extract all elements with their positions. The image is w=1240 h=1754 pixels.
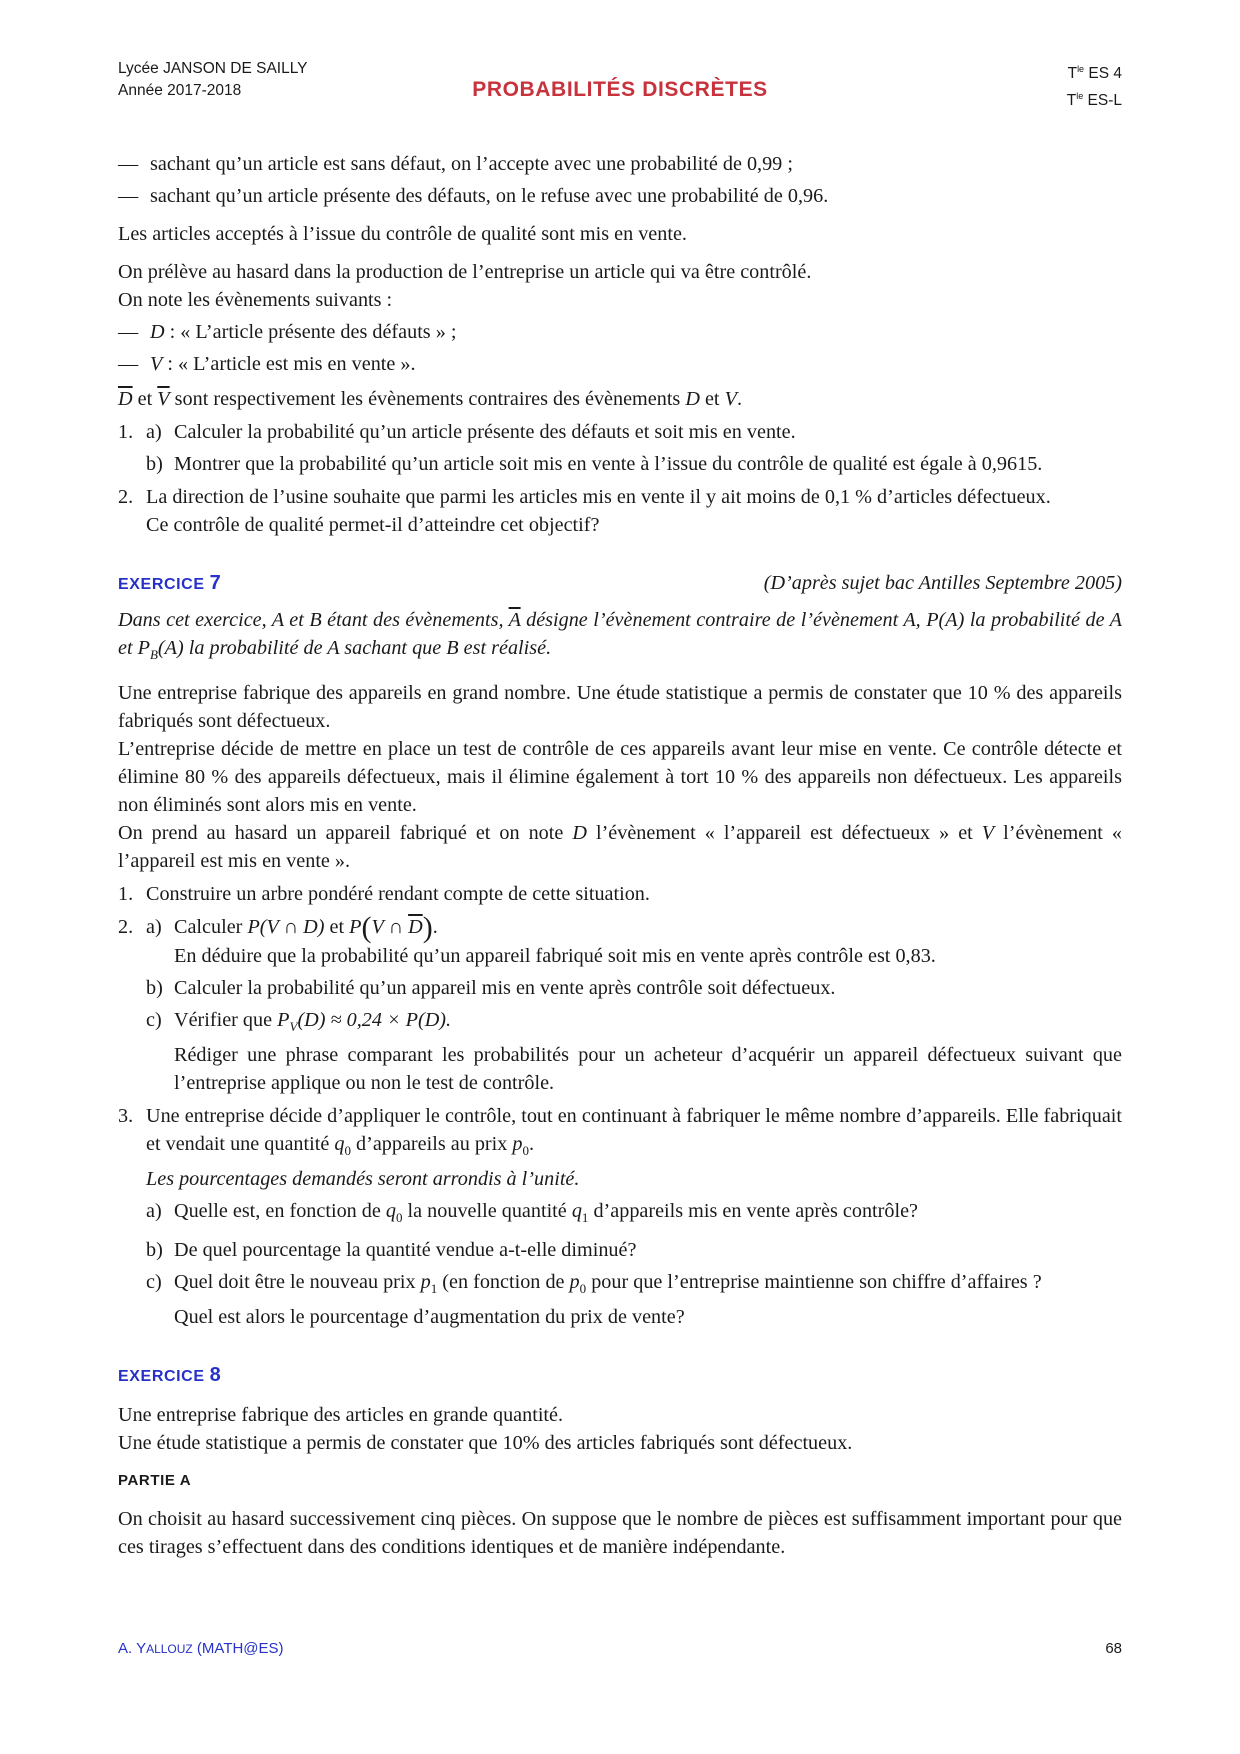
ex7-question-2b: Calculer la probabilité qu’un appareil mis en vente après contrôle soit défectueux. [174, 977, 836, 1000]
vbar: $\overline{V}$ [157, 388, 170, 410]
class1-pre: T [1067, 65, 1078, 83]
list-item: — sachant qu’un article est sans défaut, on l’accepte avec une probabilité de 0,99 ; [118, 150, 1122, 178]
question-2: 2. La direction de l’usine souhaite que parmi les articles mis en vente il y ait moins de 0,1 % d’articles défectueux. Ce contrôle de qualité permet-il d’atteindre cet objectif? [118, 483, 1122, 539]
exercise-7-source: (D’après sujet bac Antilles Septembre 2005) [763, 572, 1122, 594]
school-year: Année 2017-2018 [118, 82, 242, 99]
page-number: 68 [1105, 1640, 1122, 1657]
class2-post: ES-L [1083, 92, 1122, 110]
question-2-sub: Ce contrôle de qualité permet-il d’atteindre cet objectif? [146, 514, 600, 536]
var-d: D [150, 321, 165, 343]
ex7-question-3: 3. Une entreprise décide d’appliquer le contrôle, tout en continuant à fabriquer le même nombre d’appareils. Elle fabriquait et vendait une quantité $q_0$ d’appareils au prix $p_0$. Les pourcentages demandés seront arrondis à l’unité. a) Quelle est, en fonction de $q_0$ la nouvelle quantité $q_1$ d’appareils mis en vente après contrôle? b) De quel pourcentage la quantité vendue a-t-elle diminué? c) Quel doit être le nouveau prix $p_1$ (en fonction de $p_0$ pour que l’entreprise maintienne son chiffre d’affaires ? Quel est alors le pourcentage d’augmentation du prix de vente? [118, 1105, 1122, 1329]
dbar: $\overline{D}$ [118, 388, 133, 410]
exercise-8-header [118, 1361, 1122, 1391]
class1-post: ES 4 [1084, 65, 1122, 83]
class2-sup: le [1076, 91, 1084, 102]
exercise-7-header [118, 569, 1122, 599]
paragraph: On prend au hasard un appareil fabriqué et on note D l’évènement « l’appareil est défectueux » et V l’évènement « l’appareil est mis en vente ». [118, 822, 1123, 873]
class-label-2 [1067, 85, 1122, 112]
question-2-text: La direction de l’usine souhaite que parmi les articles mis en vente il y ait moins de 0,1 % d’articles défectueux. [146, 486, 1051, 508]
event-v: — V : « L’article est mis en vente ». [118, 353, 416, 375]
ex7-question-2: 2. a) Calculer P(V ∩ D) et P(V ∩ $\overline{D}$). En déduire que la probabilité qu’un appareil fabriqué soit mis en vente après contrôle est 0,83. b) Calculer la probabilité qu’un appareil mis en vente après contrôle soit défectueux. c) Vérifier que $P_V(D) \approx 0,24 \times P(D)$. Rédiger une phrase comparant les probabilités pour un acheteur d’acquérir un appareil défectueux suivant que l’entreprise applique ou non le test de contrôle. [118, 913, 1122, 1097]
class-label-1 [1067, 58, 1122, 85]
exercise-8-label: EXERCICE 8 [118, 1364, 222, 1387]
paragraph: On note les évènements suivants : [118, 289, 393, 311]
question-1: 1. a) Calculer la probabilité qu’un article présente des défauts et soit mis en vente. b) Montrer que la probabilité qu’un article soit mis en vente à l’issue du contrôle de qualité est égale à 0,9615. [118, 418, 1122, 478]
exercise-7-intro: Dans cet exercice, A et B étant des évènements, $\overline{A}$ désigne l’évènement contraire de l’évènement A, P(A) la probabilité de A et $P_B(A)$ la probabilité de A sachant que B est réalisé. [118, 609, 1122, 663]
school-name: Lycée JANSON DE SAILLY [118, 60, 308, 77]
partie-a-heading: PARTIE A [118, 1472, 192, 1490]
question-1b: Montrer que la probabilité qu’un article soit mis en vente à l’issue du contrôle de qualité est égale à 0,9615. [174, 453, 1043, 475]
class1-sup: le [1077, 64, 1085, 74]
paragraph: Une étude statistique a permis de constater que 10% des articles fabriqués sont défectueux. [118, 1432, 853, 1455]
question-1a: Calculer la probabilité qu’un article présente des défauts et soit mis en vente. [174, 421, 796, 443]
ex7-question-2c: Vérifier que $P_V(D) \approx 0,24 \times P(D)$. Rédiger une phrase comparant les probabilités pour un acheteur d’acquérir un appareil défectueux suivant que l’entreprise applique ou non le test de contrôle. [174, 1009, 1122, 1095]
contraires-sentence: $\overline{D}$ et $\overline{V}$ sont respectivement les évènements contraires des évènements D et V. [118, 388, 742, 410]
exercise-7-label: EXERCICE 7 [118, 572, 222, 594]
paragraph: Une entreprise fabrique des appareils en grand nombre. Une étude statistique a permis de constater que 10 % des appareils fabriqués sont défectueux. [118, 682, 1122, 733]
dash-text: sachant qu’un article présente des défauts, on le refuse avec une probabilité de 0,96. [150, 185, 829, 207]
paragraph: Les articles acceptés à l’issue du contrôle de qualité sont mis en vente. [118, 223, 687, 245]
ex7-question-1: 1. Construire un arbre pondéré rendant compte de cette situation. [118, 883, 650, 906]
paragraph: On prélève au hasard dans la production de l’entreprise un article qui va être contrôlé. [118, 261, 812, 283]
header-right [1067, 58, 1122, 112]
ex7-question-2a: Calculer P(V ∩ D) et P(V ∩ $\overline{D}$). [174, 911, 438, 945]
paragraph: L’entreprise décide de mettre en place un test de contrôle de ces appareils avant leur mise en vente. Ce contrôle détecte et élimine 80 % des appareils défectueux, mais il élimine également à tort 10 % des appareils non défectueux. Les appareils non éliminés sont alors mis en vente. [118, 738, 1122, 817]
footer-author: A. YALLOUZ (MATH@ES) [118, 1640, 284, 1657]
page-content [118, 150, 1122, 1561]
var-v: V [150, 353, 163, 375]
dash-text: sachant qu’un article est sans défaut, on l’accepte avec une probabilité de 0,99 ; [150, 153, 793, 175]
paragraph: Une entreprise fabrique des articles en grande quantité. [118, 1404, 564, 1427]
event-text: : « L’article présente des défauts » ; [164, 321, 457, 343]
page-title: PROBABILITÉS DISCRÈTES [472, 78, 768, 101]
event-d: — D : « L’article présente des défauts » ; [118, 321, 457, 343]
list-item: — sachant qu’un article présente des défauts, on le refuse avec une probabilité de 0,96. [118, 182, 1122, 210]
event-text: : « L’article est mis en vente ». [162, 353, 416, 375]
paragraph: On choisit au hasard successivement cinq pièces. On suppose que le nombre de pièces est suffisamment important pour que ces tirages s’effectuent dans des conditions identiques et de manière indépendante. [118, 1508, 1122, 1559]
class2-pre: T [1066, 92, 1077, 110]
